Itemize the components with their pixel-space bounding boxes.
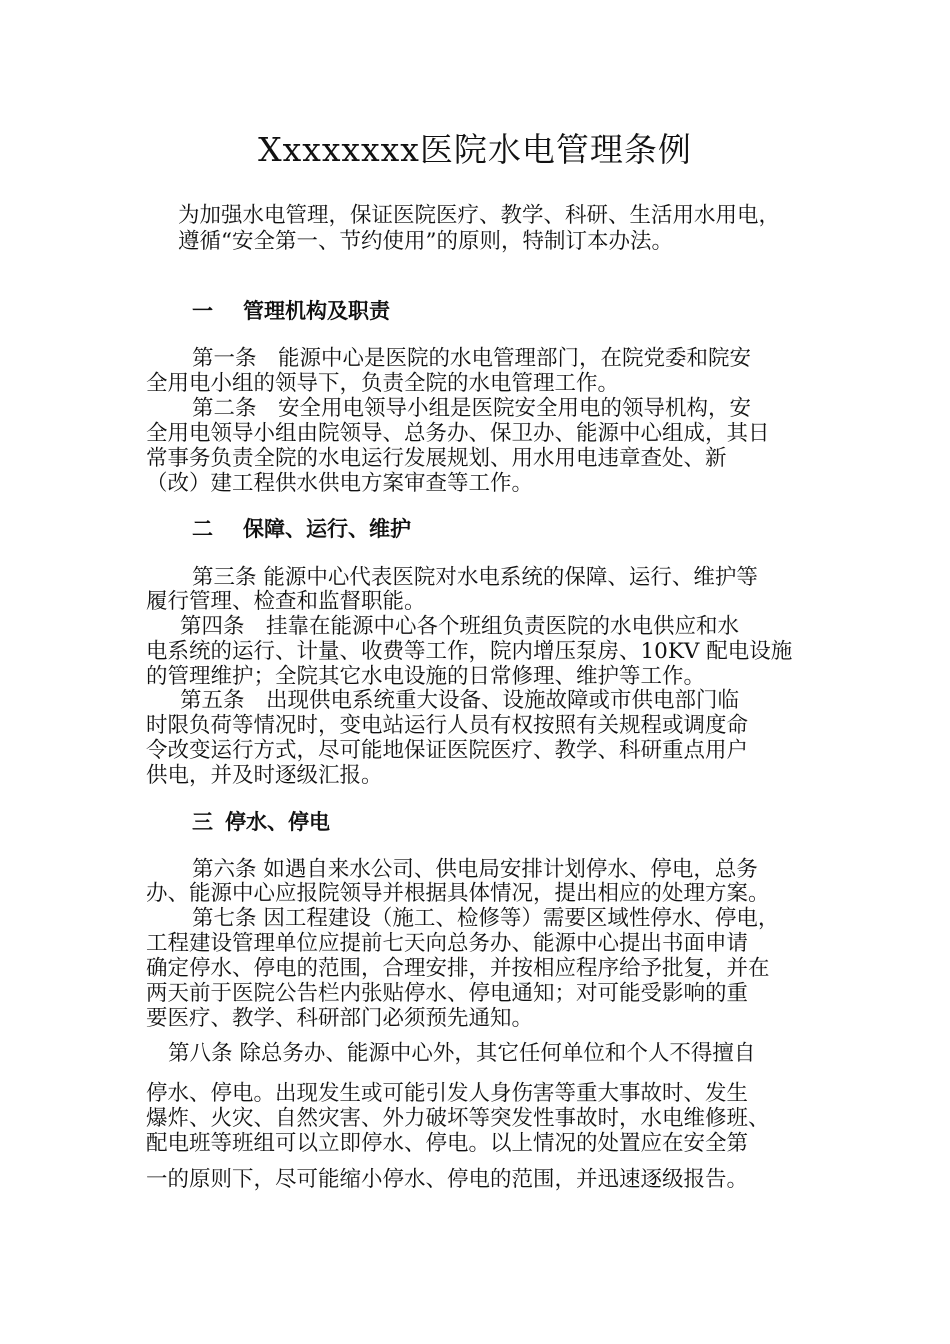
section-title: 保障、运行、维护 [243, 517, 411, 541]
article-line: 的管理维护；全院其它水电设施的日常修理、维护等工作。 [146, 664, 706, 689]
article-line: 爆炸、火灾、自然灾害、外力破坏等突发性事故时，水电维修班、 [146, 1106, 770, 1131]
article-line: 停水、停电。出现发生或可能引发人身伤害等重大事故时、发生 [146, 1081, 749, 1106]
article-line: 供电，并及时逐级汇报。 [146, 763, 383, 788]
article-line: 要医疗、教学、科研部门必须预先通知。 [146, 1006, 534, 1031]
section-title: 管理机构及职责 [243, 299, 390, 323]
article-line: 第二条 安全用电领导小组是医院安全用电的领导机构，安 [192, 396, 752, 421]
article-line: 确定停水、停电的范围，合理安排，并按相应程序给予批复，并在 [146, 956, 770, 981]
article-line: 办、能源中心应报院领导并根据具体情况，提出相应的处理方案。 [146, 881, 770, 906]
article-line: 第三条 能源中心代表医院对水电系统的保障、运行、维护等 [192, 565, 758, 590]
article-line: 令改变运行方式，尽可能地保证医院医疗、教学、科研重点用户 [146, 738, 749, 763]
section-number: 三 [192, 810, 213, 834]
article-line: 工程建设管理单位应提前七天向总务办、能源中心提出书面申请 [146, 931, 749, 956]
article-line: （改）建工程供水供电方案审查等工作。 [146, 471, 534, 496]
article-line: 全用电小组的领导下，负责全院的水电管理工作。 [146, 371, 620, 396]
article-line: 第一条 能源中心是医院的水电管理部门，在院党委和院安 [192, 346, 752, 371]
article-line: 履行管理、检查和监督职能。 [146, 589, 426, 614]
article-line: 第七条 因工程建设（施工、检修等）需要区域性停水、停电， [192, 906, 780, 931]
article-line: 一的原则下，尽可能缩小停水、停电的范围，并迅速逐级报告。 [146, 1167, 749, 1192]
article-line: 第四条 挂靠在能源中心各个班组负责医院的水电供应和水 [180, 614, 740, 639]
section-title: 停水、停电 [225, 810, 330, 834]
article-line: 两天前于医院公告栏内张贴停水、停电通知；对可能受影响的重 [146, 981, 749, 1006]
section-heading-2 [192, 516, 852, 542]
preamble-line: 遵循“安全第一、节约使用”的原则，特制订本办法。 [178, 229, 673, 254]
section-heading-1 [192, 298, 852, 324]
article-line: 第六条 如遇自来水公司、供电局安排计划停水、停电，总务 [192, 857, 758, 882]
preamble-line: 为加强水电管理，保证医院医疗、教学、科研、生活用水用电， [178, 203, 781, 228]
article-line: 全用电领导小组由院领导、总务办、保卫办、能源中心组成，其日 [146, 421, 770, 446]
article-line: 配电班等班组可以立即停水、停电。以上情况的处置应在安全第 [146, 1131, 749, 1156]
section-number: 一 [192, 299, 213, 323]
article-line: 电系统的运行、计量、收费等工作，院内增压泵房、10KV 配电设施 [146, 639, 793, 664]
article-line: 时限负荷等情况时，变电站运行人员有权按照有关规程或调度命 [146, 713, 749, 738]
section-number: 二 [192, 517, 213, 541]
article-line: 常事务负责全院的水电运行发展规划、用水用电违章查处、新 [146, 446, 727, 471]
section-heading-3 [192, 809, 852, 835]
document-title: Xxxxxxxx医院水电管理条例 [258, 130, 692, 169]
article-line: 第八条 除总务办、能源中心外，其它任何单位和个人不得擅自 [168, 1041, 756, 1066]
article-line: 第五条 出现供电系统重大设备、设施故障或市供电部门临 [180, 688, 740, 713]
